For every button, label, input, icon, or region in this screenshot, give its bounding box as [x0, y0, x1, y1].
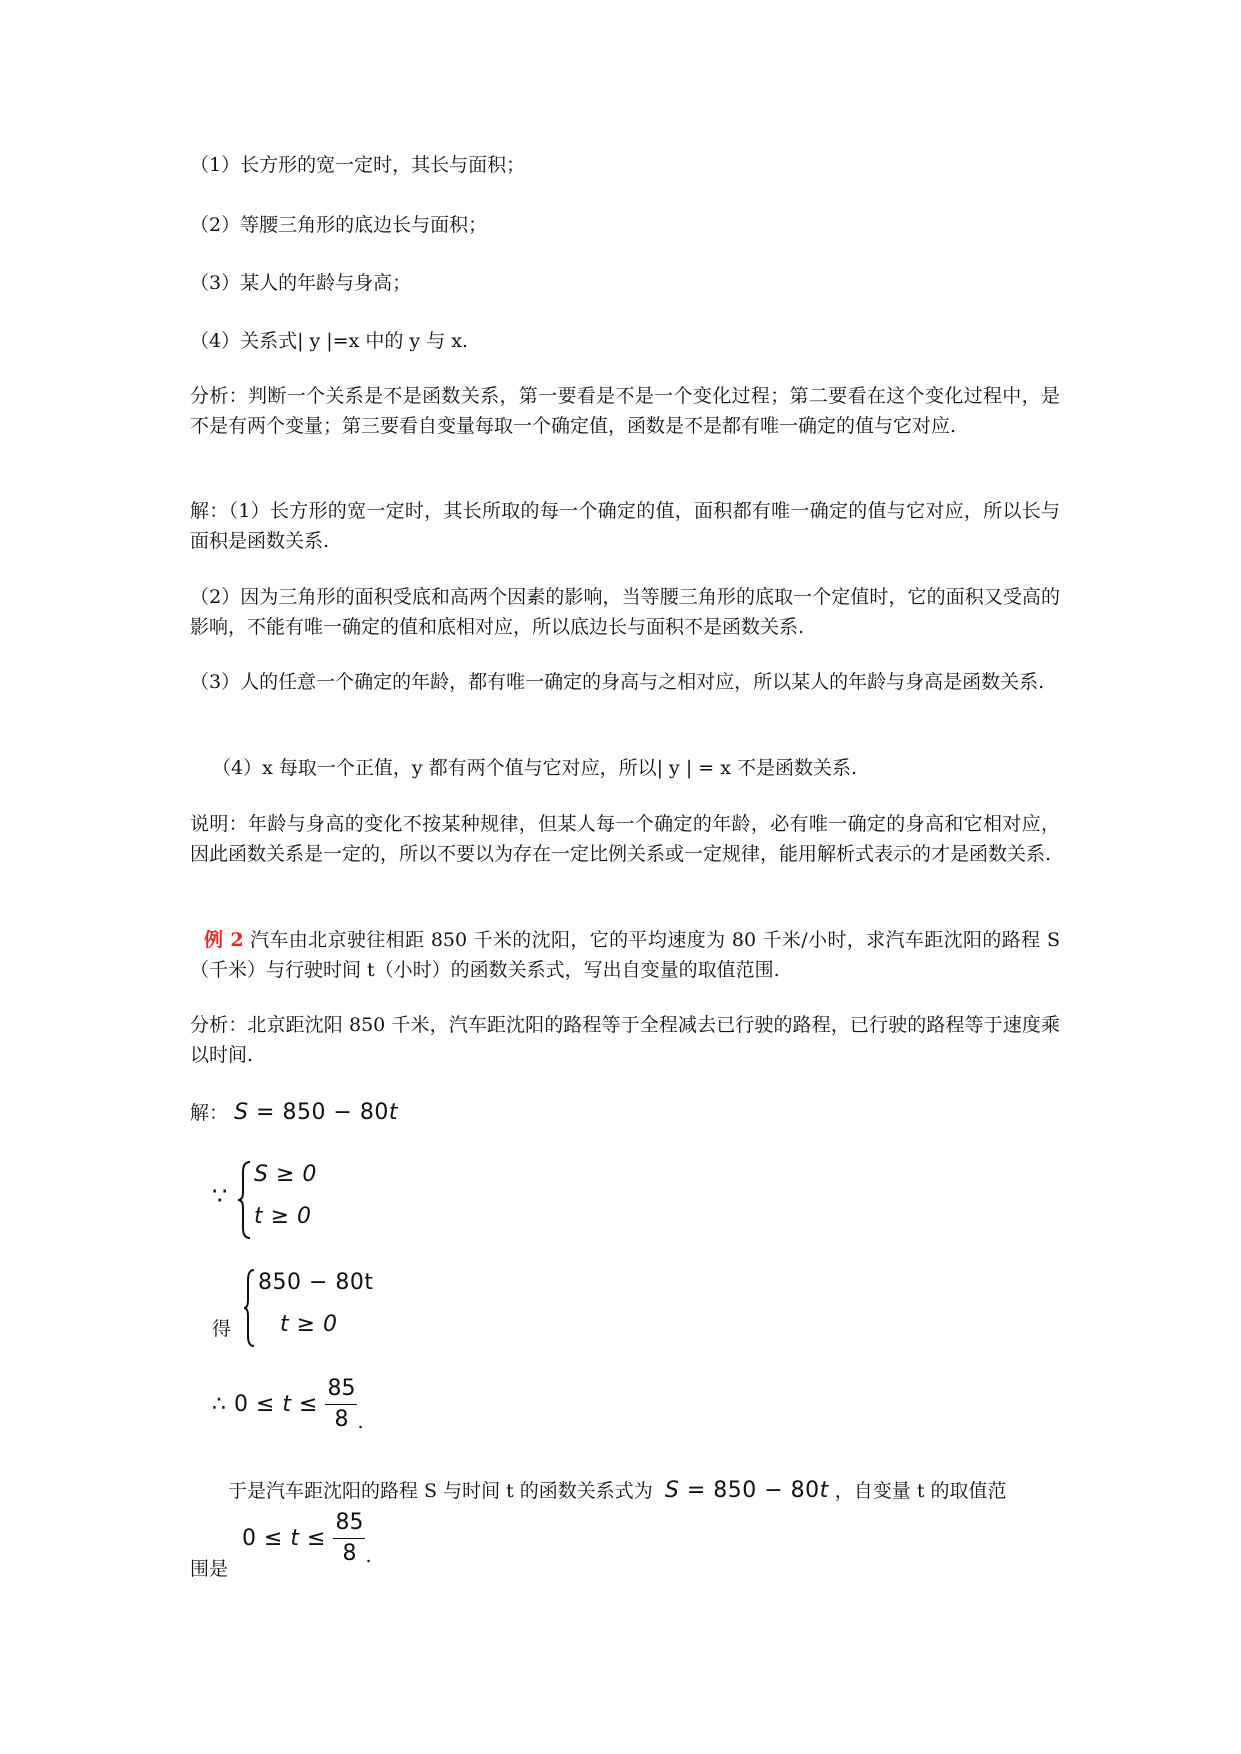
- note-paragraph: 说明：年龄与身高的变化不按某种规律，但某人每一个确定的年龄，必有唯一确定的身高和它相对应，因此函数关系是一定的，所以不要以为存在一定比例关系或一定规律，能用解析式表示的才是函数关系.: [190, 813, 1060, 865]
- example-2: [190, 925, 1060, 985]
- question-1: （1）长方形的宽一定时，其长与面积；: [190, 154, 526, 176]
- because-symbol: ∵: [212, 1182, 228, 1210]
- conclusion-text-3: 围是: [190, 1558, 229, 1580]
- question-3: （3）某人的年龄与身高；: [190, 272, 412, 294]
- left-brace-icon: [236, 1160, 252, 1240]
- conclusion-line: [228, 1476, 1060, 1506]
- conclusion-fraction: $\frac{85}{8}$: [335, 1510, 364, 1566]
- therefore-range: [212, 1376, 364, 1440]
- range-variable: t: [282, 1392, 292, 1417]
- because-system: [212, 1160, 412, 1240]
- system-1-row-2: t ≥ 0: [254, 1204, 312, 1229]
- solution-prefix: 解：: [190, 1102, 229, 1124]
- range-operator: ≤: [291, 1392, 326, 1417]
- conclusion-range-start: 0 ≤: [242, 1526, 291, 1551]
- solution-2-formula: [190, 1098, 1060, 1128]
- system-2-row-2: t ≥ 0: [280, 1312, 338, 1337]
- analysis-paragraph-1: 分析：判断一个关系是不是函数关系，第一要看是不是一个变化过程；第二要看在这个变化过程中，是不是有两个变量；第三要看自变量每取一个确定值，函数是不是都有唯一确定的值与它对应.: [190, 385, 1060, 437]
- period: .: [357, 1411, 364, 1433]
- solution-1-part-1: 解：（1）长方形的宽一定时，其长所取的每一个确定的值，面积都有唯一确定的值与它对应，所以长与面积是函数关系.: [190, 500, 1060, 552]
- solution-1-part-3: （3）人的任意一个确定的年龄，都有唯一确定的身高与之相对应，所以某人的年龄与身高是函数关系.: [190, 671, 1045, 693]
- conclusion-text-2: ，自变量 t 的取值范: [834, 1480, 1007, 1502]
- system-2-row-1: 850 − 80t: [258, 1270, 374, 1295]
- example-text: 汽车由北京驶往相距 850 千米的沈阳，它的平均速度为 80 千米/小时，求汽车距沈阳的路程 S（千米）与行驶时间 t（小时）的函数关系式，写出自变量的取值范围.: [190, 929, 1060, 981]
- left-brace-icon-2: [242, 1268, 256, 1348]
- example-label: 例 2: [204, 929, 244, 951]
- question-2: （2）等腰三角形的底边长与面积；: [190, 214, 488, 236]
- de-system: [212, 1268, 412, 1348]
- conclusion-formula: S = 850 − 80t: [664, 1478, 829, 1503]
- system-1-row-1: S ≥ 0: [254, 1162, 317, 1187]
- question-4: （4）关系式| y |=x 中的 y 与 x.: [190, 330, 468, 352]
- therefore-prefix: ∴ 0 ≤: [212, 1392, 283, 1417]
- analysis-paragraph-2: 分析：北京距沈阳 850 千米，汽车距沈阳的路程等于全程减去已行驶的路程，已行驶的路程等于速度乘以时间.: [190, 1014, 1060, 1066]
- solution-1-part-2: （2）因为三角形的面积受底和高两个因素的影响，当等腰三角形的底取一个定值时，它的面积又受高的影响，不能有唯一确定的值和底相对应，所以底边长与面积不是函数关系.: [190, 586, 1060, 638]
- formula: S = 850 − 80t: [234, 1100, 398, 1125]
- fraction: $\frac{85}{8}$: [327, 1376, 356, 1432]
- solution-1-part-4: （4）x 每取一个正值，y 都有两个值与它对应，所以| y | = x 不是函数关系.: [212, 757, 858, 779]
- conclusion-text-1: 于是汽车距沈阳的路程 S 与时间 t 的函数关系式为: [228, 1480, 653, 1502]
- conclusion-range: 围是 0 ≤ t ≤ $\frac{85}{8}$ .: [190, 1510, 372, 1580]
- de-label: 得: [212, 1318, 232, 1340]
